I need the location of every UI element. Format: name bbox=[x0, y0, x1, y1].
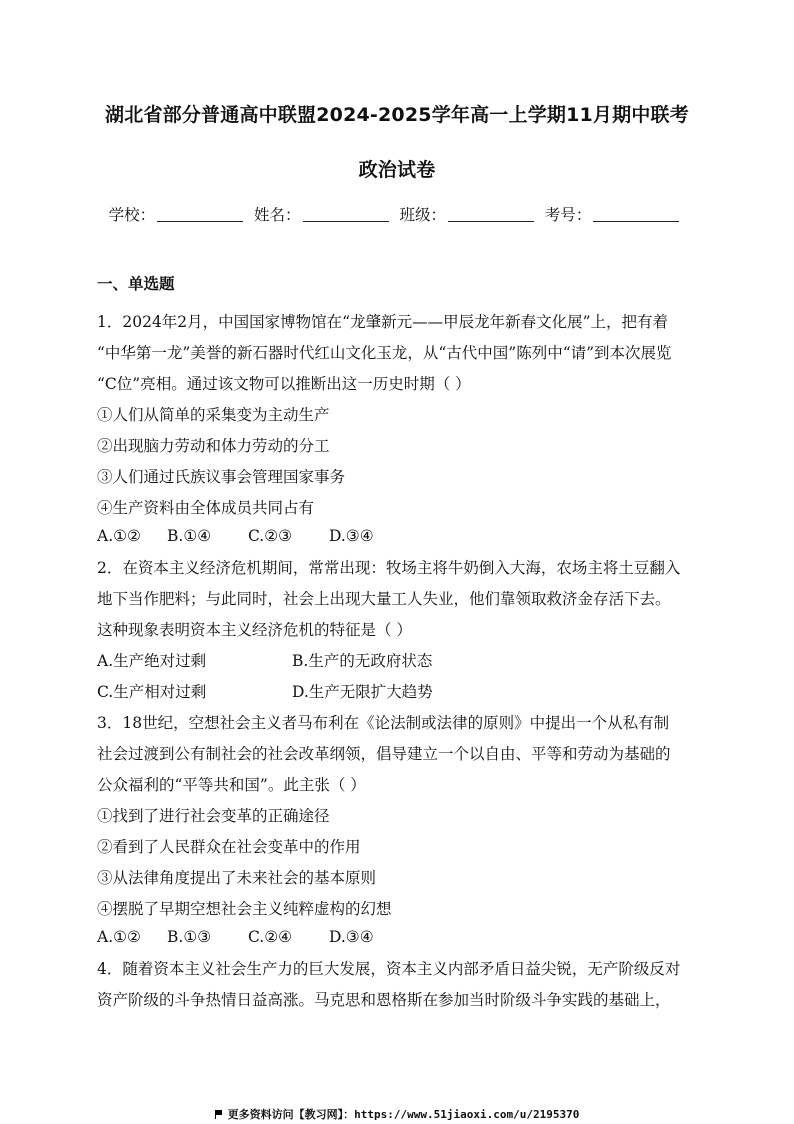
exam-number-blank bbox=[593, 207, 679, 222]
q1-statement: ②出现脑力劳动和体力劳动的分工 bbox=[97, 437, 330, 455]
exam-subject: 政治试卷 bbox=[358, 159, 436, 181]
exam-number-label: 考号： bbox=[544, 206, 592, 224]
q3-line: 3．18世纪，空想社会主义者马布利在《论法制或法律的原则》中提出一个从私有制 bbox=[97, 714, 670, 732]
q1-line: “C位”亮相。通过该文物可以推断出这一历史时期（ ） bbox=[97, 375, 471, 393]
footer-text[interactable]: 更多资料访问【教习网】：https://www.51jiaoxi.com/u/2195370 bbox=[227, 1108, 580, 1121]
section-title: 一、单选题 bbox=[97, 275, 175, 293]
q2-line: 这种现象表明资本主义经济危机的特征是（ ） bbox=[97, 621, 412, 639]
q1-option-b[interactable]: B.①④ bbox=[167, 527, 212, 545]
q2-options-row2 bbox=[97, 680, 433, 702]
flag-icon bbox=[215, 1110, 224, 1119]
q2-line: 2．在资本主义经济危机期间，常常出现：牧场主将牛奶倒入大海，农场主将土豆翻入 bbox=[97, 559, 681, 577]
q3-statement: ①找到了进行社会变革的正确途径 bbox=[97, 807, 330, 825]
footer-link[interactable] bbox=[0, 1106, 794, 1122]
q1-option-c[interactable]: C.②③ bbox=[248, 527, 293, 545]
q3-statement: ③从法律角度提出了未来社会的基本原则 bbox=[97, 869, 377, 887]
q2-option-c[interactable]: C.生产相对过剩 bbox=[97, 683, 207, 701]
exam-title: 湖北省部分普通高中联盟2024-2025学年高一上学期11月期中联考 bbox=[105, 104, 689, 126]
q2-option-b[interactable]: B.生产的无政府状态 bbox=[292, 652, 433, 670]
q2-option-d[interactable]: D.生产无限扩大趋势 bbox=[292, 683, 433, 701]
school-label: 学校： bbox=[108, 206, 156, 224]
q1-statement: ④生产资料由全体成员共同占有 bbox=[97, 499, 315, 517]
name-label: 姓名： bbox=[254, 206, 301, 224]
q3-option-c[interactable]: C.②④ bbox=[248, 928, 293, 946]
school-blank bbox=[157, 207, 243, 222]
student-info-row bbox=[0, 203, 794, 225]
q2-option-a[interactable]: A.生产绝对过剩 bbox=[97, 652, 207, 670]
q1-statement: ①人们从简单的采集变为主动生产 bbox=[97, 406, 330, 424]
q1-options bbox=[97, 527, 374, 545]
q3-line: 社会过渡到公有制社会的社会改革纲领，倡导建立一个以自由、平等和劳动为基础的 bbox=[97, 745, 671, 763]
q1-statement: ③人们通过氏族议事会管理国家事务 bbox=[97, 468, 346, 486]
q2-options-row1 bbox=[97, 649, 432, 671]
q1-line: 1．2024年2月，中国国家博物馆在“龙肇新元——甲辰龙年新春文化展”上，把有着 bbox=[97, 313, 669, 331]
class-blank bbox=[448, 207, 534, 222]
q4-line: 4．随着资本主义社会生产力的巨大发展，资本主义内部矛盾日益尖锐，无产阶级反对 bbox=[97, 960, 681, 978]
q1-line: “中华第一龙”美誉的新石器时代红山文化玉龙，从“古代中国”陈列中“请”到本次展览 bbox=[97, 344, 672, 362]
name-blank bbox=[303, 207, 389, 222]
q4-line: 资产阶级的斗争热情日益高涨。马克思和恩格斯在参加当时阶级斗争实践的基础上， bbox=[97, 991, 671, 1009]
q3-option-b[interactable]: B.①③ bbox=[167, 928, 212, 946]
q2-line: 地下当作肥料；与此同时，社会上出现大量工人失业，他们靠领取救济金存活下去。 bbox=[97, 590, 671, 608]
q3-option-a[interactable]: A.①② bbox=[97, 928, 141, 946]
q3-statement: ②看到了人民群众在社会变革中的作用 bbox=[97, 838, 361, 856]
q3-options bbox=[97, 928, 374, 946]
q3-line: 公众福利的“平等共和国”。此主张（ ） bbox=[97, 776, 366, 794]
q3-option-d[interactable]: D.③④ bbox=[329, 928, 374, 946]
q3-statement: ④摆脱了早期空想社会主义纯粹虚构的幻想 bbox=[97, 900, 392, 918]
class-label: 班级： bbox=[399, 206, 446, 224]
q1-option-d[interactable]: D.③④ bbox=[329, 527, 374, 545]
q1-option-a[interactable]: A.①② bbox=[97, 527, 141, 545]
